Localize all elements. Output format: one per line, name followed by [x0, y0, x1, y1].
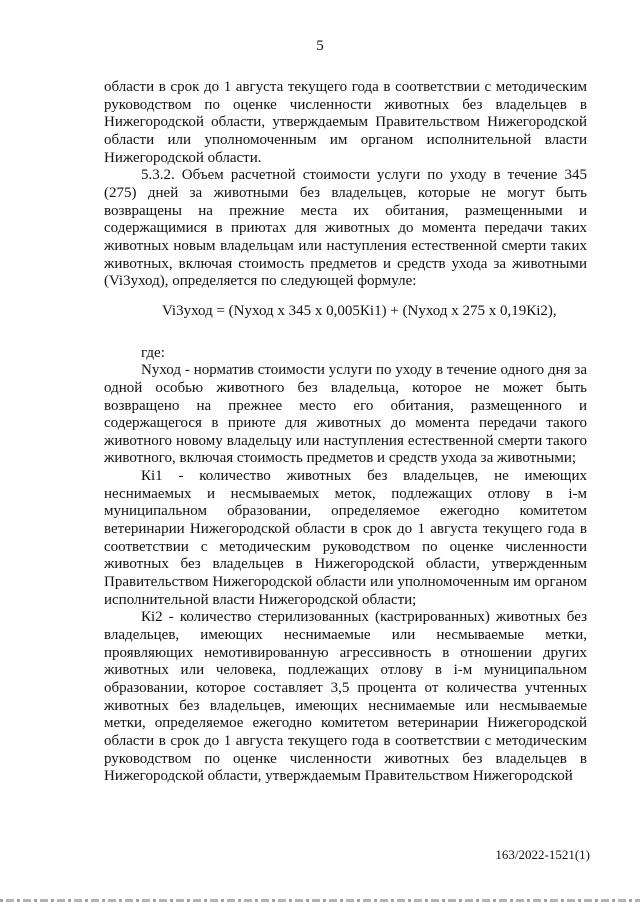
- formula: Vi3уход = (Nуход х 345 х 0,005Кi1) + (Nуход х 275 х 0,19Кi2),: [162, 302, 557, 319]
- footer-document-code: 163/2022-1521(1): [495, 847, 590, 862]
- paragraph-where: где:: [141, 344, 165, 361]
- definition-ki2: Кi2 - количество стерилизованных (кастрированных) животных без владельцев, имеющих неснимаемые или несмываемые метки, проявляющих немотивированную агрессивность в отношении других животных или человека, подлежащих отлову в i-м муниципальном образовании, которое составляет 3,5 процента от количества учтенных животных без владельцев, имеющих неснимаемые или несмываемые метки, определяемое ежегодно комитетом ветеринарии Нижегородской области в срок до 1 августа текущего года в соответствии с методическим руководством по оценке численности животных без владельцев в Нижегородской области, утверждаемым Правительством Нижегородской: [104, 609, 587, 785]
- definition-ki1: Кi1 - количество животных без владельцев, не имеющих неснимаемых и несмываемых меток, подлежащих отлову в i-м муниципальном образовании, определяемое ежегодно комитетом ветеринарии Нижегородской области в срок до 1 августа текущего года в соответствии с методическим руководством по оценке численности животных без владельцев в Нижегородской области, утвержденным Правительством Нижегородской области или уполномоченным им органом исполнительной власти Нижегородской области;: [104, 468, 587, 608]
- paragraph-continuation: области в срок до 1 августа текущего года в соответствии с методическим руководством по оценке численности животных без владельцев в Нижегородской области, утверждаемым Правительством Нижегородской области или уполномоченным им органом исполнительной власти Нижегородской области.: [104, 79, 587, 166]
- page-number: 5: [316, 38, 324, 54]
- paragraph-5-3-2: 5.3.2. Объем расчетной стоимости услуги по уходу в течение 345 (275) дней за животными без владельцев, которые не могут быть возвращены на прежние места их обитания, размещенными и содержащимися в приютах для животных до момента передачи таких животных новым владельцам или наступления естественной смерти таких животных, включая стоимость предметов и средств ухода за животными (Vi3уход), определяется по следующей формуле:: [104, 167, 587, 290]
- definition-nuhod: Nуход - норматив стоимости услуги по уходу в течение одного дня за одной особью животного без владельца, которое не может быть возвращено на прежнее место его обитания, размещенного и содержащегося в приюте для животных до момента передачи такого животного новому владельцу или наступления естественной смерти такого животного, включая стоимость предметов и средств ухода за животными;: [104, 362, 587, 467]
- scan-edge-line: [0, 899, 640, 902]
- document-body: [104, 79, 587, 786]
